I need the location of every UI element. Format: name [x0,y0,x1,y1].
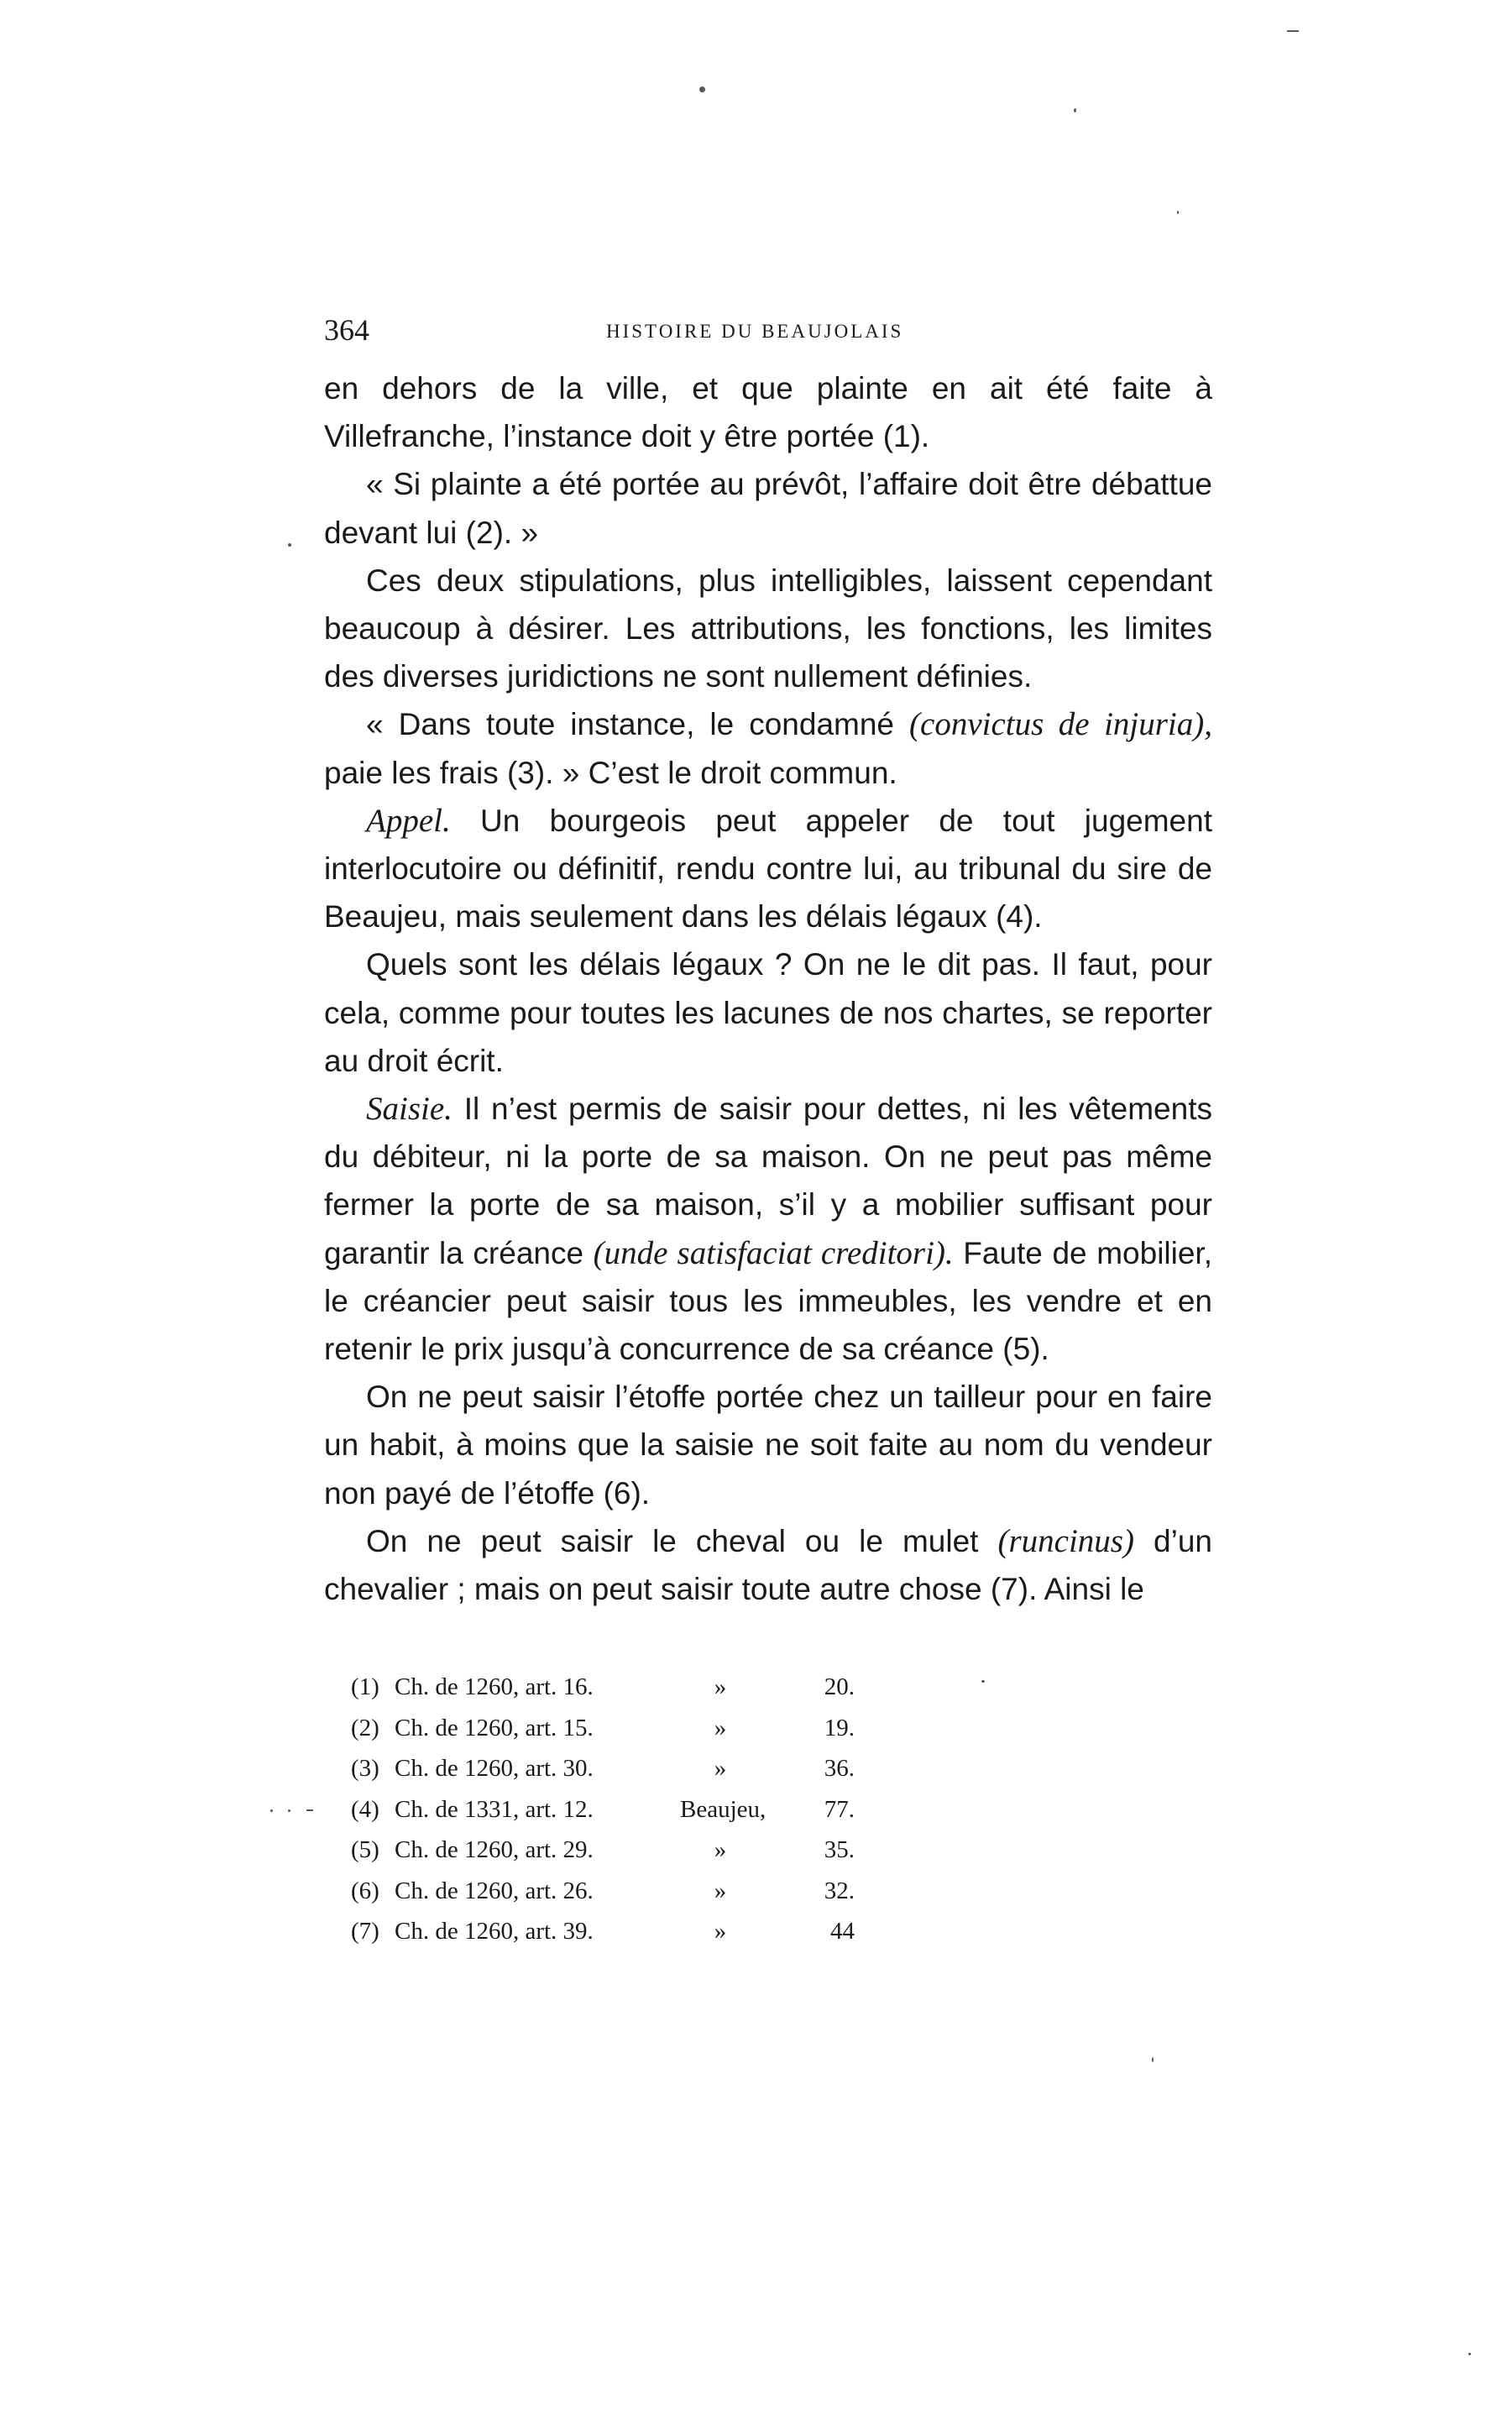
text-run: On ne peut saisir le cheval ou le mulet [366,1523,998,1558]
footnote [351,1667,939,1708]
footnote-place: » [714,1714,727,1741]
paragraph [324,1085,1212,1373]
footnote-reference: Ch. de 1260, art. 30. [395,1755,594,1782]
scan-speck [981,1680,985,1683]
page-number: 364 [324,313,369,347]
footnote-page: 32. [824,1877,855,1904]
footnotes [351,1667,939,1952]
footnote-place: » [714,1918,727,1945]
scan-speck [288,1809,290,1812]
scan-speck [306,1809,313,1811]
paragraph [324,1517,1212,1613]
text-run: Faute de mobilier, le créancier peut saisir tous les immeubles, les vendre et en retenir le prix jusqu’à concurrence de sa créance (5). [324,1235,1212,1367]
footnote [351,1748,939,1789]
scan-speck [1287,30,1299,32]
footnote-number: (5) [351,1836,379,1863]
footnote-page: 19. [824,1714,855,1741]
footnote-reference: Ch. de 1260, art. 26. [395,1877,594,1904]
footnote-reference: Ch. de 1260, art. 16. [395,1673,594,1700]
paragraph: On ne peut saisir l’étoffe portée chez un tailleur pour en faire un habit, à moins que la saisie ne soit faite au nom du vendeur non payé de l’étoffe (6). [324,1380,1212,1511]
footnote-place: » [714,1836,727,1863]
text-run: « Dans toute instance, le condamné [366,707,910,742]
section-heading-inline: Appel. [366,802,451,839]
footnote [351,1789,939,1830]
paragraph: Quels sont les délais légaux ? On ne le dit pas. Il faut, pour cela, comme pour toutes les lacunes de nos chartes, se reporter au droit écrit. [324,947,1212,1078]
text-run: Il n’est permis de saisir pour dettes, ni les vêtements du débiteur, ni la porte de sa maison. On ne peut pas même fermer la porte de sa maison, s’il y a mobilier suffisant pour garantir la créance [324,1092,1212,1270]
page-header [324,312,1212,354]
footnote [351,1871,939,1912]
footnote [351,1911,939,1952]
scan-speck [699,86,705,92]
footnote-number: (2) [351,1714,379,1741]
footnote-number: (4) [351,1795,379,1823]
footnote-reference: Ch. de 1260, art. 39. [395,1918,594,1945]
footnote-page: 20. [824,1673,855,1700]
section-heading-inline: Saisie. [366,1091,453,1128]
footnote-reference: Ch. de 1260, art. 15. [395,1714,594,1741]
footnote-reference: Ch. de 1260, art. 29. [395,1836,594,1863]
footnote-place: » [714,1877,727,1904]
paragraph: Ces deux stipulations, plus intelligibles, laissent cependant beaucoup à désirer. Les attributions, les fonctions, les limites des diverses juridictions ne sont nullement définies. [324,563,1212,694]
text-run: paie les frais (3). » C’est le droit commun. [324,755,897,790]
footnote-reference: Ch. de 1331, art. 12. [395,1795,594,1823]
latin-term: (runcinus) [997,1522,1134,1559]
scan-speck [288,543,291,547]
scan-speck [1468,2353,1471,2355]
footnote-place: Beaujeu, [680,1795,766,1823]
text-run: d’un chevalier ; mais on peut saisir toute autre chose (7). Ainsi le [324,1523,1212,1607]
scan-speck [1152,2057,1154,2062]
scan-speck [1074,108,1076,113]
paragraph: en dehors de la ville, et que plainte en ait été faite à Villefranche, l’instance doit y être portée (1). [324,371,1212,454]
paragraph [324,797,1212,941]
footnote-number: (3) [351,1755,379,1782]
footnote-page: 36. [824,1755,855,1782]
footnote-page: 44 [830,1918,855,1945]
footnote-place: » [714,1673,727,1700]
running-title: HISTOIRE DU BEAUJOLAIS [606,321,904,342]
footnote [351,1708,939,1749]
body-text [324,364,1212,1613]
latin-term: (convictus de injuria), [909,706,1213,743]
paragraph: « Si plainte a été portée au prévôt, l’affaire doit être débattue devant lui (2). » [324,467,1212,550]
footnote [351,1830,939,1871]
scan-speck [270,1809,273,1812]
footnote-number: (1) [351,1673,379,1700]
footnote-place: » [714,1755,727,1782]
paragraph [324,700,1212,796]
latin-term: (unde satisfaciat creditori). [593,1234,954,1271]
scan-speck [1177,211,1179,214]
footnote-page: 77. [824,1795,855,1823]
footnote-page: 35. [824,1836,855,1863]
footnote-number: (7) [351,1918,379,1945]
text-run: Un bourgeois peut appeler de tout jugement interlocutoire ou définitif, rendu contre lui, au tribunal du sire de Beaujeu, mais seulement dans les délais légaux (4). [324,803,1212,935]
footnote-number: (6) [351,1877,379,1904]
